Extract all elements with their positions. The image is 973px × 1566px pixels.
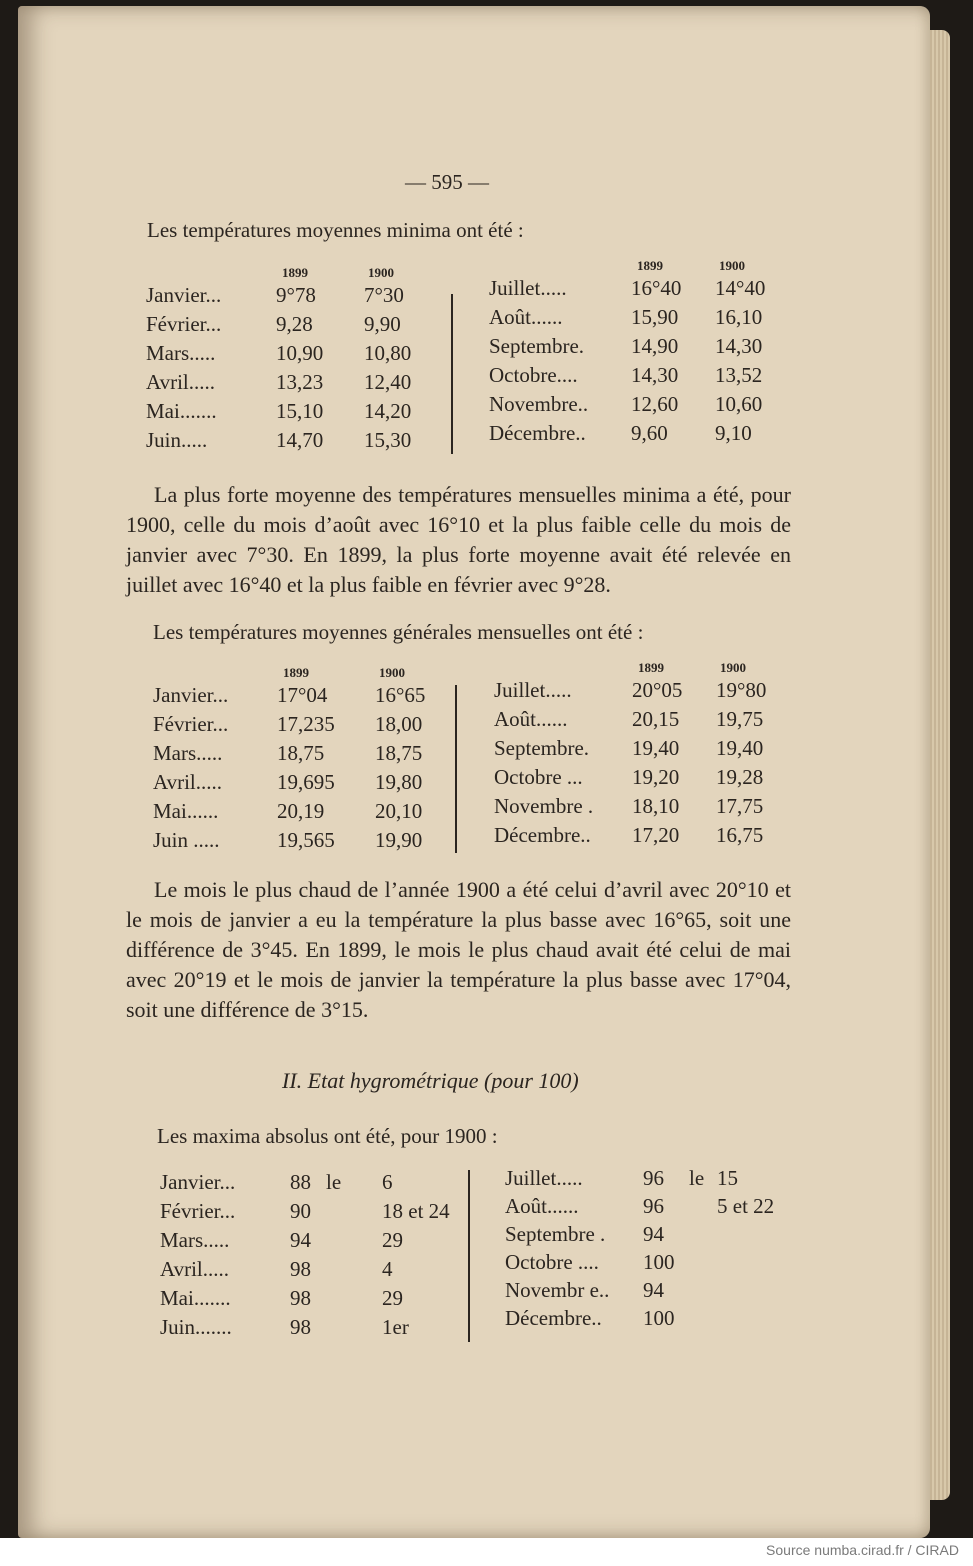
day-value: 29 [382,1228,403,1252]
humidity-value: 96 [643,1194,664,1218]
value-1899: 14,30 [631,363,679,387]
generales-intro: Les températures moyennes générales mensuelles ont été : [153,620,644,644]
value-1900: 18,00 [375,712,423,736]
month-label: Avril..... [146,370,216,394]
month-label: Septembre. [494,736,590,760]
value-1900: 10,60 [715,392,763,416]
value-1899: 19,695 [277,770,335,794]
minima-divider [451,294,453,454]
month-label: Mai....... [146,399,217,423]
humidity-value: 90 [290,1199,311,1223]
maxima-divider [468,1170,470,1342]
humidity-value: 98 [290,1257,311,1281]
value-1900: 19,80 [375,770,423,794]
humidity-value: 96 [643,1166,664,1190]
value-1899: 18,10 [632,794,680,818]
month-label: Janvier... [153,683,229,707]
value-1900: 16,75 [716,823,764,847]
value-1900: 10,80 [364,341,412,365]
generales-paragraph-text: Le mois le plus chaud de l’année 1900 a été celui d’avril avec 20°10 et le mois de janvier a eu la température la plus basse avec 16°65, soit une différence de 3°45. En 1899, le mois le plus chaud avait été celui de mai avec 20°19 et le mois de janvier la température la plus basse avec 17°04, soit une différence de 3°15. [126,877,791,1022]
minima-paragraph-text: La plus forte moyenne des températures mensuelles minima a été, pour 1900, celle du mois d’août avec 16°10 et la plus faible celle du mois de janvier avec 7°30. En 1899, la plus forte moyenne avait été relevée en juillet avec 16°40 et la plus faible en février avec 9°28. [126,482,791,597]
value-1899: 15,90 [631,305,679,329]
day-value: 29 [382,1286,403,1310]
month-label: Novembre . [494,794,594,818]
value-1899: 20°05 [632,678,683,702]
month-label: Janvier... [160,1170,236,1194]
value-1900: 19,75 [716,707,764,731]
value-1899: 20,15 [632,707,680,731]
value-1899: 18,75 [277,741,325,765]
month-label: Août...... [494,707,568,731]
value-1900: 7°30 [364,283,404,307]
humidity-value: 94 [290,1228,311,1252]
generales-paragraph [126,875,791,1025]
value-1900: 19,90 [375,828,423,852]
humidity-value: 98 [290,1315,311,1339]
month-label: Juin ..... [153,828,220,852]
page-edges [930,30,950,1500]
value-1899: 12,60 [631,392,679,416]
year-header-1900: 1900 [379,665,405,680]
year-header-1899: 1899 [637,258,663,273]
month-label: Mars..... [160,1228,230,1252]
value-1899: 9,28 [276,312,313,336]
value-1900: 12,40 [364,370,412,394]
value-1900: 9,90 [364,312,401,336]
minima-paragraph [126,480,791,600]
year-header-1900: 1900 [368,265,394,280]
day-value: 5 et 22 [717,1194,775,1218]
value-1900: 14°40 [715,276,766,300]
month-label: Février... [153,712,229,736]
value-1899: 20,19 [277,799,325,823]
year-header-1900: 1900 [719,258,745,273]
month-label: Mars..... [146,341,216,365]
le-word: le [326,1170,342,1194]
page-number: — 595 — [405,170,489,194]
source-credit: Source numba.cirad.fr / CIRAD [766,1542,959,1558]
month-label: Décembre.. [489,421,586,445]
month-label: Octobre .... [505,1250,599,1274]
value-1899: 15,10 [276,399,324,423]
month-label: Juin..... [146,428,208,452]
value-1900: 14,20 [364,399,412,423]
value-1899: 19,20 [632,765,680,789]
month-label: Août...... [489,305,563,329]
value-1900: 18,75 [375,741,423,765]
month-label: Avril..... [153,770,223,794]
generales-divider [455,685,457,853]
month-label: Décembre.. [494,823,591,847]
value-1900: 14,30 [715,334,763,358]
month-label: Février... [146,312,222,336]
value-1899: 19,40 [632,736,680,760]
value-1899: 14,90 [631,334,679,358]
value-1900: 20,10 [375,799,423,823]
month-label: Mai....... [160,1286,231,1310]
maxima-intro: Les maxima absolus ont été, pour 1900 : [157,1124,498,1148]
humidity-value: 100 [643,1250,675,1274]
day-value: 1er [382,1315,409,1339]
month-label: Mai...... [153,799,219,823]
value-1899: 9,60 [631,421,668,445]
value-1899: 14,70 [276,428,324,452]
year-header-1900: 1900 [720,660,746,675]
humidity-value: 100 [643,1306,675,1330]
value-1899: 17°04 [277,683,328,707]
value-1900: 16,10 [715,305,763,329]
month-label: Novembr e.. [505,1278,610,1302]
section-heading: II. Etat hygrométrique (pour 100) [282,1068,579,1093]
value-1899: 17,20 [632,823,680,847]
value-1899: 9°78 [276,283,316,307]
humidity-value: 94 [643,1222,664,1246]
month-label: Mars..... [153,741,223,765]
year-header-1899: 1899 [282,265,308,280]
humidity-value: 98 [290,1286,311,1310]
month-label: Décembre.. [505,1306,602,1330]
value-1900: 9,10 [715,421,752,445]
month-label: Octobre ... [494,765,583,789]
month-label: Juillet..... [505,1166,583,1190]
month-label: Juillet..... [494,678,572,702]
value-1900: 13,52 [715,363,763,387]
humidity-value: 88 [290,1170,311,1194]
month-label: Août...... [505,1194,579,1218]
value-1899: 19,565 [277,828,335,852]
day-value: 4 [382,1257,393,1281]
month-label: Juillet..... [489,276,567,300]
day-value: 6 [382,1170,393,1194]
value-1900: 15,30 [364,428,412,452]
value-1900: 19,28 [716,765,764,789]
day-value: 15 [717,1166,738,1190]
humidity-value: 94 [643,1278,664,1302]
value-1899: 10,90 [276,341,324,365]
value-1899: 16°40 [631,276,682,300]
year-header-1899: 1899 [638,660,664,675]
value-1900: 19°80 [716,678,767,702]
value-1900: 19,40 [716,736,764,760]
month-label: Septembre. [489,334,585,358]
month-label: Novembre.. [489,392,589,416]
month-label: Avril..... [160,1257,230,1281]
month-label: Septembre . [505,1222,606,1246]
minima-intro: Les températures moyennes minima ont été : [147,218,524,242]
value-1899: 13,23 [276,370,324,394]
month-label: Octobre.... [489,363,578,387]
le-word: le [689,1166,705,1190]
month-label: Juin....... [160,1315,232,1339]
month-label: Février... [160,1199,236,1223]
value-1900: 16°65 [375,683,426,707]
year-header-1899: 1899 [283,665,309,680]
day-value: 18 et 24 [382,1199,450,1223]
value-1899: 17,235 [277,712,335,736]
value-1900: 17,75 [716,794,764,818]
month-label: Janvier... [146,283,222,307]
